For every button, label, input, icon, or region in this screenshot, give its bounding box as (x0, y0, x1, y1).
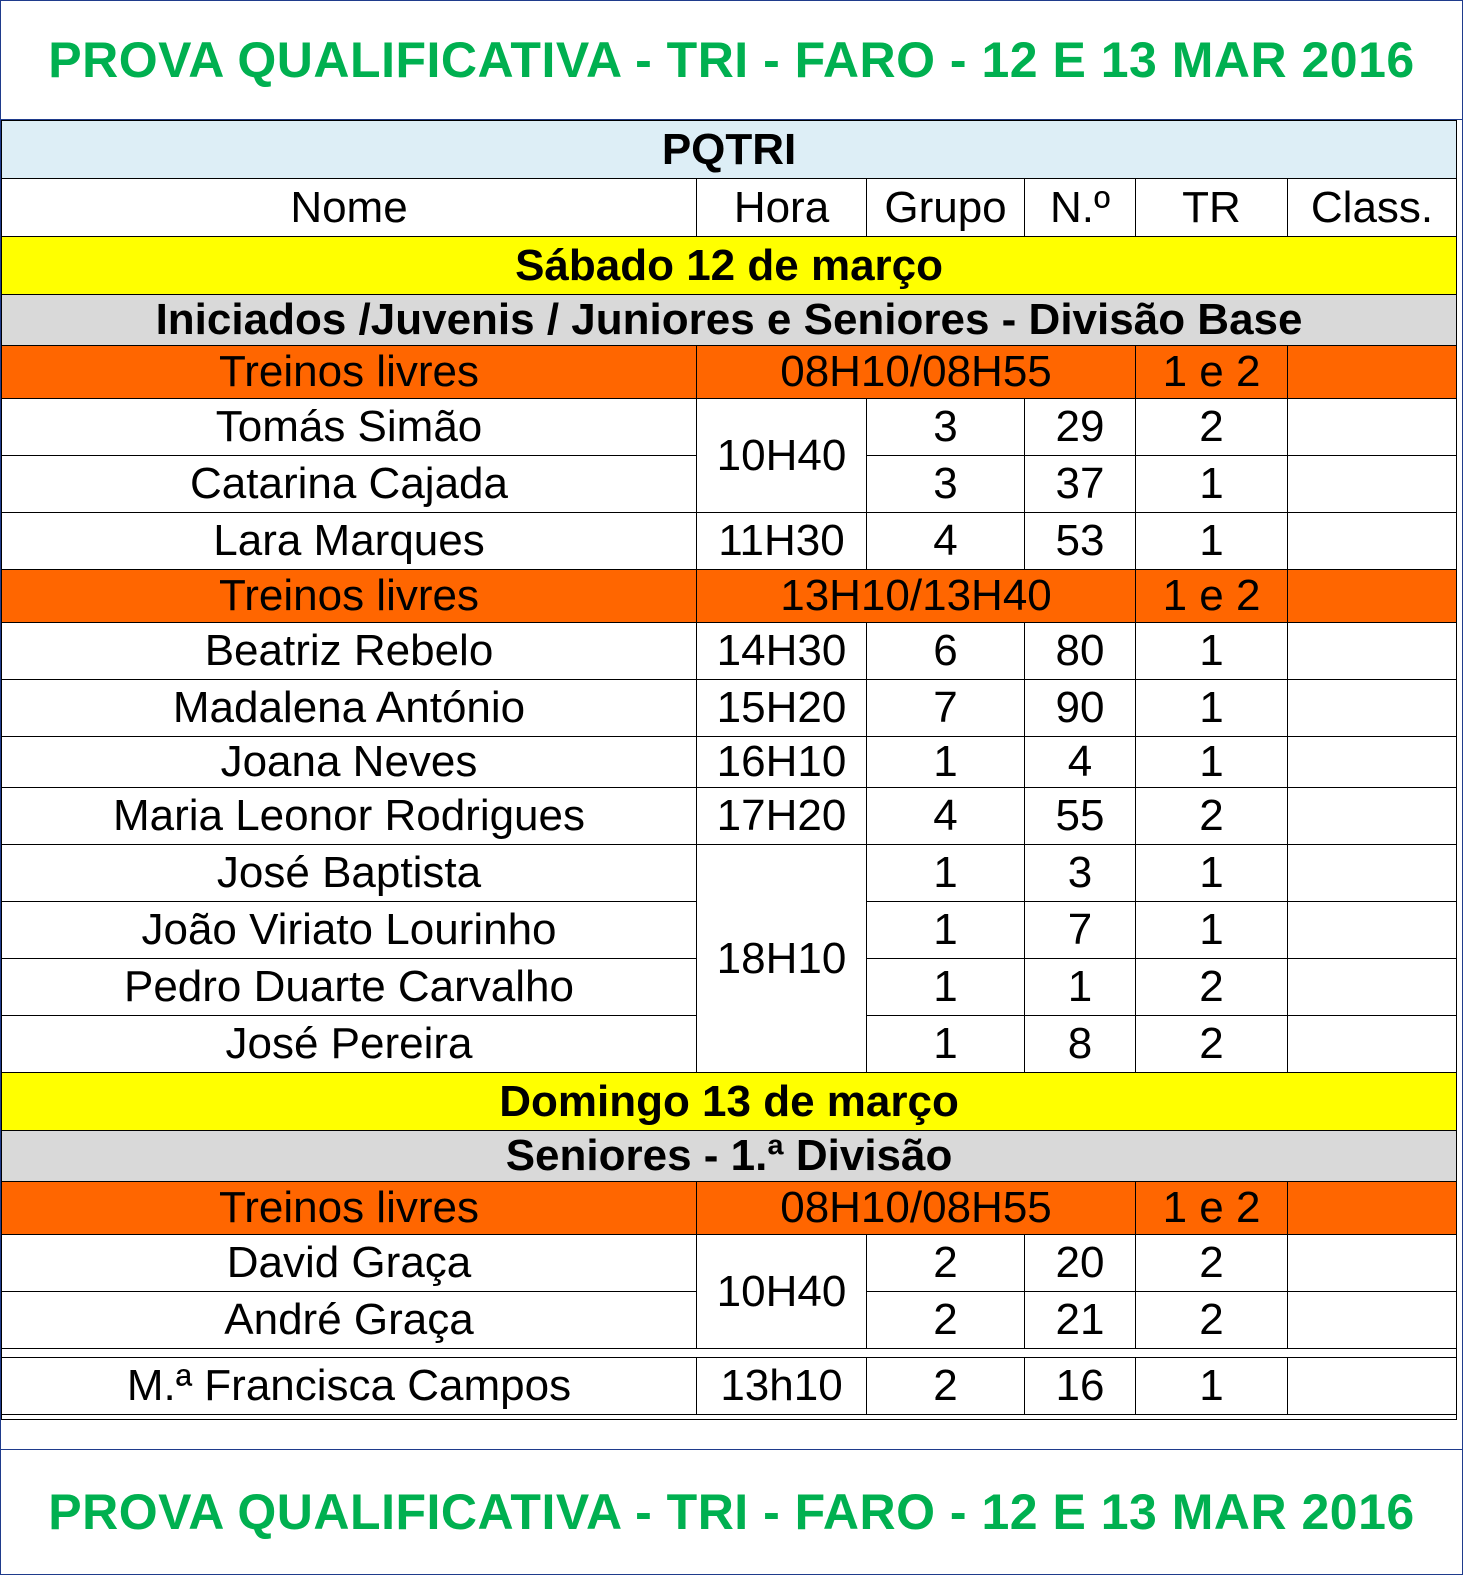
free-practice-label: Treinos livres (2, 570, 697, 623)
athlete-class (1288, 737, 1457, 788)
athlete-grupo: 2 (867, 1235, 1025, 1292)
athlete-hora: 15H20 (697, 680, 867, 737)
header-numero: N.º (1025, 179, 1136, 237)
athlete-hora: 10H40 (697, 1235, 867, 1349)
athlete-hora: 11H30 (697, 513, 867, 570)
athlete-numero: 7 (1025, 902, 1136, 959)
athlete-grupo: 7 (867, 680, 1025, 737)
free-practice-time: 08H10/08H55 (697, 1182, 1136, 1235)
athlete-class (1288, 1292, 1457, 1349)
free-practice-time: 13H10/13H40 (697, 570, 1136, 623)
athlete-numero: 1 (1025, 959, 1136, 1016)
athlete-grupo: 1 (867, 902, 1025, 959)
free-practice-row (2, 570, 1457, 623)
division-row (2, 295, 1457, 346)
separator-row (2, 1415, 1457, 1420)
free-practice-row (2, 1182, 1457, 1235)
division-label: Seniores - 1.ª Divisão (2, 1131, 1457, 1182)
header-grupo: Grupo (867, 179, 1025, 237)
free-practice-class (1288, 346, 1457, 399)
athlete-numero: 8 (1025, 1016, 1136, 1073)
athlete-tr: 1 (1136, 623, 1288, 680)
athlete-tr: 2 (1136, 959, 1288, 1016)
athlete-name: Joana Neves (2, 737, 697, 788)
division-row (2, 1131, 1457, 1182)
athlete-class (1288, 456, 1457, 513)
table-row (2, 1235, 1457, 1292)
athlete-class (1288, 959, 1457, 1016)
athlete-numero: 55 (1025, 788, 1136, 845)
day-row-sunday (2, 1073, 1457, 1131)
athlete-tr: 1 (1136, 902, 1288, 959)
athlete-grupo: 4 (867, 788, 1025, 845)
athlete-class (1288, 399, 1457, 456)
athlete-hora: 16H10 (697, 737, 867, 788)
free-practice-class (1288, 570, 1457, 623)
table-row (2, 845, 1457, 902)
athlete-grupo: 3 (867, 399, 1025, 456)
athlete-name: Catarina Cajada (2, 456, 697, 513)
athlete-name: Maria Leonor Rodrigues (2, 788, 697, 845)
athlete-grupo: 2 (867, 1358, 1025, 1415)
athlete-tr: 2 (1136, 1235, 1288, 1292)
athlete-name: Pedro Duarte Carvalho (2, 959, 697, 1016)
athlete-numero: 37 (1025, 456, 1136, 513)
athlete-name: João Viriato Lourinho (2, 902, 697, 959)
header-hora: Hora (697, 179, 867, 237)
athlete-tr: 1 (1136, 680, 1288, 737)
table-title: PQTRI (2, 121, 1457, 179)
day-row-saturday (2, 237, 1457, 295)
athlete-hora: 13h10 (697, 1358, 867, 1415)
athlete-grupo: 4 (867, 513, 1025, 570)
schedule-table (1, 120, 1457, 1420)
athlete-hora: 14H30 (697, 623, 867, 680)
athlete-grupo: 1 (867, 959, 1025, 1016)
athlete-class (1288, 845, 1457, 902)
athlete-hora: 10H40 (697, 399, 867, 513)
footer-banner: PROVA QUALIFICATIVA - TRI - FARO - 12 E 13 MAR 2016 (1, 1449, 1462, 1574)
separator (2, 1415, 1457, 1420)
header-banner: PROVA QUALIFICATIVA - TRI - FARO - 12 E 13 MAR 2016 (1, 1, 1462, 120)
athlete-grupo: 6 (867, 623, 1025, 680)
athlete-class (1288, 680, 1457, 737)
free-practice-tr: 1 e 2 (1136, 570, 1288, 623)
header-class: Class. (1288, 179, 1457, 237)
athlete-hora: 18H10 (697, 845, 867, 1073)
athlete-tr: 2 (1136, 399, 1288, 456)
free-practice-class (1288, 1182, 1457, 1235)
athlete-numero: 4 (1025, 737, 1136, 788)
division-label: Iniciados /Juvenis / Juniores e Seniores - Divisão Base (2, 295, 1457, 346)
table-row (2, 513, 1457, 570)
athlete-class (1288, 1358, 1457, 1415)
athlete-numero: 20 (1025, 1235, 1136, 1292)
column-header-row (2, 179, 1457, 237)
athlete-numero: 90 (1025, 680, 1136, 737)
athlete-grupo: 1 (867, 737, 1025, 788)
table-title-row (2, 121, 1457, 179)
athlete-class (1288, 513, 1457, 570)
day-label: Domingo 13 de março (2, 1073, 1457, 1131)
day-label: Sábado 12 de março (2, 237, 1457, 295)
athlete-hora: 17H20 (697, 788, 867, 845)
athlete-name: José Baptista (2, 845, 697, 902)
athlete-name: David Graça (2, 1235, 697, 1292)
table-row (2, 737, 1457, 788)
athlete-numero: 3 (1025, 845, 1136, 902)
separator (2, 1349, 1457, 1358)
athlete-numero: 80 (1025, 623, 1136, 680)
athlete-class (1288, 623, 1457, 680)
athlete-grupo: 2 (867, 1292, 1025, 1349)
athlete-grupo: 1 (867, 845, 1025, 902)
athlete-numero: 53 (1025, 513, 1136, 570)
athlete-tr: 2 (1136, 1292, 1288, 1349)
athlete-tr: 2 (1136, 788, 1288, 845)
free-practice-tr: 1 e 2 (1136, 1182, 1288, 1235)
free-practice-label: Treinos livres (2, 346, 697, 399)
table-row (2, 680, 1457, 737)
athlete-class (1288, 788, 1457, 845)
athlete-grupo: 1 (867, 1016, 1025, 1073)
athlete-name: Beatriz Rebelo (2, 623, 697, 680)
athlete-numero: 29 (1025, 399, 1136, 456)
athlete-numero: 21 (1025, 1292, 1136, 1349)
athlete-name: M.ª Francisca Campos (2, 1358, 697, 1415)
table-row (2, 1358, 1457, 1415)
athlete-name: Lara Marques (2, 513, 697, 570)
table-row (2, 399, 1457, 456)
athlete-name: André Graça (2, 1292, 697, 1349)
table-row (2, 623, 1457, 680)
athlete-tr: 1 (1136, 845, 1288, 902)
athlete-class (1288, 1235, 1457, 1292)
athlete-numero: 16 (1025, 1358, 1136, 1415)
athlete-grupo: 3 (867, 456, 1025, 513)
header-nome: Nome (2, 179, 697, 237)
free-practice-time: 08H10/08H55 (697, 346, 1136, 399)
athlete-name: Tomás Simão (2, 399, 697, 456)
athlete-tr: 1 (1136, 513, 1288, 570)
table-row (2, 788, 1457, 845)
athlete-tr: 1 (1136, 1358, 1288, 1415)
separator-row (2, 1349, 1457, 1358)
athlete-name: José Pereira (2, 1016, 697, 1073)
free-practice-row (2, 346, 1457, 399)
athlete-tr: 1 (1136, 737, 1288, 788)
athlete-name: Madalena António (2, 680, 697, 737)
free-practice-tr: 1 e 2 (1136, 346, 1288, 399)
athlete-tr: 2 (1136, 1016, 1288, 1073)
athlete-tr: 1 (1136, 456, 1288, 513)
athlete-class (1288, 1016, 1457, 1073)
athlete-class (1288, 902, 1457, 959)
free-practice-label: Treinos livres (2, 1182, 697, 1235)
header-tr: TR (1136, 179, 1288, 237)
